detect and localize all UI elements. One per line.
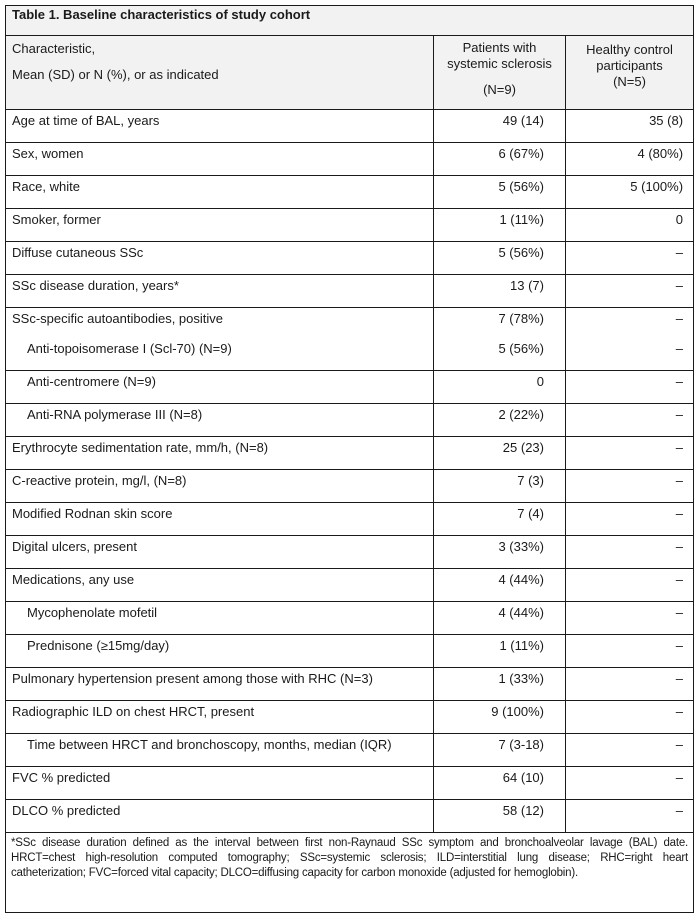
table-row (6, 800, 694, 833)
row-characteristic: Anti-RNA polymerase III (N=8) (6, 404, 434, 437)
row-healthy-control-value: – (566, 635, 694, 668)
row-sub-label: Anti-topoisomerase I (Scl-70) (N=9) (27, 341, 232, 356)
row-characteristic: Anti-centromere (N=9) (6, 371, 434, 404)
table-title-row (6, 6, 694, 36)
row-healthy-control-value: 5 (100%) (566, 176, 694, 209)
table-row (6, 209, 694, 242)
table-row (6, 701, 694, 734)
row-characteristic: DLCO % predicted (6, 800, 434, 833)
row-healthy-control-value: – (566, 668, 694, 701)
row-healthy-control-value: – (566, 470, 694, 503)
row-characteristic: Digital ulcers, present (6, 536, 434, 569)
row-characteristic: Pulmonary hypertension present among those with RHC (N=3) (6, 668, 434, 701)
row-characteristic: Medications, any use (6, 569, 434, 602)
row-healthy-control-value: – (566, 734, 694, 767)
row-healthy-control-value: 4 (80%) (566, 143, 694, 176)
row-characteristic: Mycophenolate mofetil (6, 602, 434, 635)
table-row (6, 275, 694, 308)
row-characteristic: Time between HRCT and bronchoscopy, months, median (IQR) (6, 734, 434, 767)
row-healthy-control-value: – (566, 569, 694, 602)
row-sub-value: 5 (56%) (498, 341, 544, 356)
header-characteristic (6, 36, 434, 110)
row-characteristic: Prednisone (≥15mg/day) (6, 635, 434, 668)
table-row (6, 308, 694, 371)
row-ssc-value: 1 (11%) (434, 209, 566, 242)
row-healthy-control-value: – (566, 767, 694, 800)
row-healthy-control-value: – (566, 404, 694, 437)
row-value: 7 (78%) (498, 311, 544, 326)
baseline-characteristics-table (5, 5, 694, 913)
row-healthy-control-value: – (566, 242, 694, 275)
row-characteristic: Modified Rodnan skin score (6, 503, 434, 536)
row-ssc-value: 58 (12) (434, 800, 566, 833)
header-ssc-line1: Patients with (462, 40, 537, 55)
header-healthy-control (566, 36, 694, 110)
table-row (6, 242, 694, 275)
row-ssc-value: 7 (3) (434, 470, 566, 503)
header-hc-line2: participants (596, 58, 663, 73)
table-row (6, 371, 694, 404)
row-ssc-value: 1 (11%) (434, 635, 566, 668)
row-ssc-value: 1 (33%) (434, 668, 566, 701)
table-row (6, 734, 694, 767)
row-healthy-control-value: – (566, 536, 694, 569)
table-footnote: *SSc disease duration defined as the interval between first non-Raynaud SSc symptom and bronchoalveolar lavage (BAL) date. HRCT=chest high-resolution computed tomography; SSc=systemic sclerosis; ILD=interstitial lung disease; RHC=right heart catheterization; FVC=forced vital capacity; DLCO=diffusing capacity for carbon monoxide (adjusted for hemoglobin). (6, 833, 694, 913)
row-characteristic: SSc disease duration, years* (6, 275, 434, 308)
row-ssc-value: 4 (44%) (434, 602, 566, 635)
row-healthy-control-value: – (566, 800, 694, 833)
row-ssc-value: 7 (4) (434, 503, 566, 536)
row-healthy-control-value: – (566, 437, 694, 470)
row-characteristic: Race, white (6, 176, 434, 209)
row-ssc-value: 64 (10) (434, 767, 566, 800)
row-healthy-control-value (566, 308, 694, 371)
row-healthy-control-value: – (566, 371, 694, 404)
row-characteristic: Radiographic ILD on chest HRCT, present (6, 701, 434, 734)
row-healthy-control-value: – (566, 701, 694, 734)
row-healthy-control-value: 35 (8) (566, 110, 694, 143)
row-ssc-value: 7 (3-18) (434, 734, 566, 767)
table-row (6, 767, 694, 800)
table-header-row (6, 36, 694, 110)
row-ssc-value: 25 (23) (434, 437, 566, 470)
row-characteristic: Age at time of BAL, years (6, 110, 434, 143)
row-characteristic: Erythrocyte sedimentation rate, mm/h, (N=8) (6, 437, 434, 470)
row-healthy-control-value: 0 (566, 209, 694, 242)
row-characteristic: Diffuse cutaneous SSc (6, 242, 434, 275)
header-ssc-line2: systemic sclerosis (447, 56, 552, 71)
table-row (6, 569, 694, 602)
table-row (6, 437, 694, 470)
row-ssc-value: 6 (67%) (434, 143, 566, 176)
row-ssc-value: 49 (14) (434, 110, 566, 143)
header-ssc-n: (N=9) (483, 82, 516, 97)
row-ssc-value: 3 (33%) (434, 536, 566, 569)
row-ssc-value: 0 (434, 371, 566, 404)
row-characteristic (6, 308, 434, 371)
table-row (6, 470, 694, 503)
row-healthy-control-value: – (566, 275, 694, 308)
row-ssc-value: 9 (100%) (434, 701, 566, 734)
row-ssc-value: 2 (22%) (434, 404, 566, 437)
table-row (6, 143, 694, 176)
table-title: Table 1. Baseline characteristics of study cohort (6, 6, 694, 36)
row-ssc-value (434, 308, 566, 371)
row-characteristic: C-reactive protein, mg/l, (N=8) (6, 470, 434, 503)
row-ssc-value: 5 (56%) (434, 176, 566, 209)
row-ssc-value: 13 (7) (434, 275, 566, 308)
row-characteristic: FVC % predicted (6, 767, 434, 800)
table-row (6, 176, 694, 209)
table-row (6, 635, 694, 668)
row-healthy-control-value: – (566, 602, 694, 635)
row-value: – (675, 311, 684, 326)
header-hc-n: (N=5) (613, 74, 646, 89)
row-healthy-control-value: – (566, 503, 694, 536)
header-characteristic-line1: Characteristic, (12, 41, 96, 56)
table-row (6, 602, 694, 635)
table-row (6, 404, 694, 437)
row-ssc-value: 4 (44%) (434, 569, 566, 602)
table-row (6, 668, 694, 701)
table-row (6, 503, 694, 536)
table-footnote-row (6, 833, 694, 913)
row-characteristic: Smoker, former (6, 209, 434, 242)
table-row (6, 110, 694, 143)
header-hc-line1: Healthy control (586, 42, 673, 57)
header-characteristic-line2: Mean (SD) or N (%), or as indicated (12, 67, 219, 82)
row-ssc-value: 5 (56%) (434, 242, 566, 275)
row-characteristic: Sex, women (6, 143, 434, 176)
table-row (6, 536, 694, 569)
row-sub-value: – (675, 341, 684, 356)
row-label: SSc-specific autoantibodies, positive (12, 311, 224, 326)
header-ssc (434, 36, 566, 110)
